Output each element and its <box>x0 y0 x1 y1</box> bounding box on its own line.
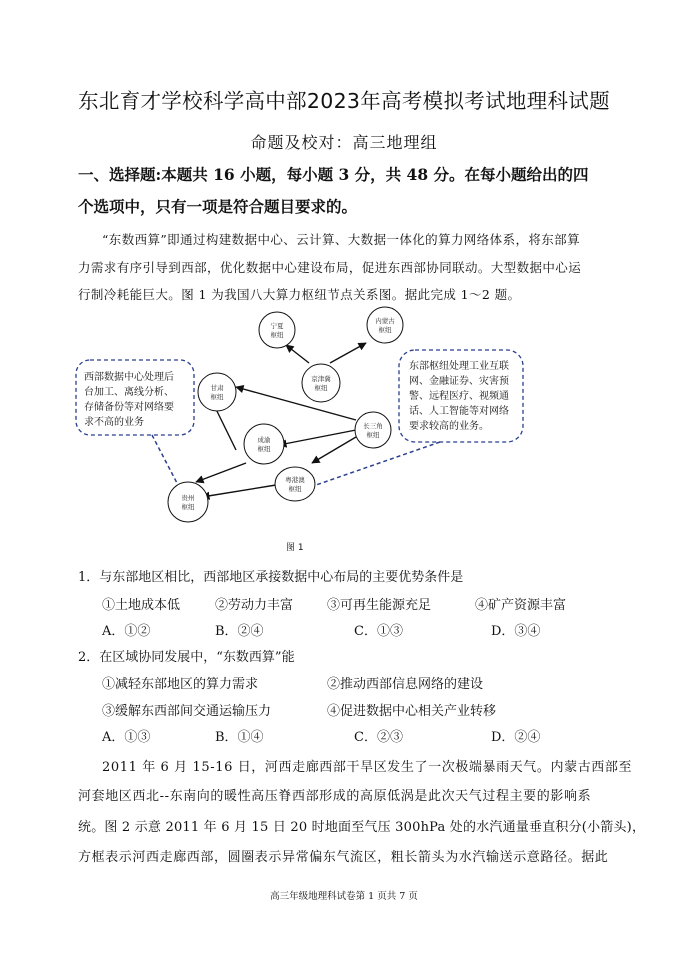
passage2-line2: 河套地区西北--东南向的暖性高压脊西部形成的高原低涡是此次天气过程主要的影响系 <box>78 789 592 804</box>
q2-item-2: ②推动西部信息网络的建设 <box>327 677 484 692</box>
svg-text:京津冀: 京津冀 <box>311 375 331 383</box>
svg-text:粤港澳: 粤港澳 <box>285 476 305 484</box>
passage2-line3: 统。图 2 示意 2011 年 6 月 15 日 20 时地面至气压 300hPa 处的水汽通量垂直积分(小箭头)， <box>78 820 646 835</box>
node-guizhou <box>168 482 208 522</box>
q2-item-4: ④促进数据中心相关产业转移 <box>327 704 497 719</box>
intro-line2: 力需求有序引导到西部，优化数据中心建设布局，促进东西部协同联动。大型数据中心运 <box>78 260 582 275</box>
q1-item-4: ④矿产资源丰富 <box>475 598 567 613</box>
east-connector-line <box>316 442 440 485</box>
node-yuegangao <box>275 467 315 501</box>
svg-text:台加工、离线分析、: 台加工、离线分析、 <box>84 387 174 398</box>
west-connector-line <box>152 435 178 485</box>
q2-item-3: ③缓解东西部间交通运输压力 <box>102 704 272 719</box>
node-gansu <box>198 373 236 411</box>
figure1-caption: 图 1 <box>286 543 304 553</box>
section-heading-line1: 一、选择题:本题共 16 小题，每小题 3 分，共 48 分。在每小题给出的四 <box>78 165 589 184</box>
svg-text:贵州: 贵州 <box>181 494 195 502</box>
node-ningxia <box>259 312 295 348</box>
svg-text:枢纽: 枢纽 <box>366 431 380 439</box>
node-neimenggu <box>367 307 403 343</box>
passage2-line4: 方框表示河西走廊西部，圆圈表示异常偏东气流区，粗长箭头为水汽输送示意路径。据此 <box>78 850 609 865</box>
section-heading-line2: 个选项中，只有一项是符合题目要求的。 <box>78 197 358 216</box>
q1-stem: 1．与东部地区相比，西部地区承接数据中心布局的主要优势条件是 <box>78 570 464 585</box>
west-callout-box <box>76 360 194 435</box>
q1-item-1: ①土地成本低 <box>102 598 181 613</box>
svg-text:枢纽: 枢纽 <box>210 393 224 401</box>
q1-item-2: ②劳动力丰富 <box>215 598 294 613</box>
svg-text:成渝: 成渝 <box>257 436 271 444</box>
q2-choice-a[interactable]: A．①③ <box>102 730 151 745</box>
q2-choice-b[interactable]: B．①④ <box>215 730 264 745</box>
svg-text:求不高的业务: 求不高的业务 <box>84 417 144 428</box>
svg-text:枢纽: 枢纽 <box>288 485 302 493</box>
exam-title: 东北育才学校科学高中部2023年高考模拟考试地理科试题 <box>78 89 610 113</box>
svg-text:枢纽: 枢纽 <box>181 503 195 511</box>
passage2-line1: 2011 年 6 月 15-16 日，河西走廊西部干旱区发生了一次极端暴雨天气。内蒙古西部至 <box>102 760 633 775</box>
svg-text:西部数据中心处理后: 西部数据中心处理后 <box>84 372 174 383</box>
svg-text:警、远程医疗、视频通: 警、远程医疗、视频通 <box>409 391 509 402</box>
node-chengyu <box>244 424 284 464</box>
svg-text:长三角: 长三角 <box>363 422 383 430</box>
svg-text:网、金融证券、灾害预: 网、金融证券、灾害预 <box>409 376 509 387</box>
svg-text:枢纽: 枢纽 <box>270 331 284 339</box>
svg-text:枢纽: 枢纽 <box>314 384 328 392</box>
q1-choice-c[interactable]: C．①③ <box>354 624 403 639</box>
exam-subtitle: 命题及校对：高三地理组 <box>250 133 438 152</box>
q1-item-3: ③可再生能源充足 <box>327 598 432 613</box>
svg-text:枢纽: 枢纽 <box>378 326 392 334</box>
q1-choice-d[interactable]: D．③④ <box>491 624 541 639</box>
figure1-diagram <box>74 305 554 535</box>
q1-choice-b[interactable]: B．②④ <box>215 624 264 639</box>
svg-text:话、人工智能等对网络: 话、人工智能等对网络 <box>409 406 509 417</box>
svg-text:要求较高的业务。: 要求较高的业务。 <box>409 421 489 432</box>
svg-text:甘肃: 甘肃 <box>210 384 224 392</box>
svg-text:东部枢纽处理工业互联: 东部枢纽处理工业互联 <box>409 361 509 372</box>
q2-stem: 2．在区域协同发展中，“东数西算”能 <box>78 650 295 665</box>
q2-item-1: ①减轻东部地区的算力需求 <box>102 677 259 692</box>
q2-choice-c[interactable]: C．②③ <box>354 730 403 745</box>
east-callout-box <box>399 350 523 442</box>
svg-text:枢纽: 枢纽 <box>257 445 271 453</box>
intro-line1: “东数西算”即通过构建数据中心、云计算、大数据一体化的算力网络体系，将东部算 <box>102 232 580 247</box>
page-footer: 高三年级地理科试卷第 1 页共 7 页 <box>270 891 418 902</box>
svg-text:宁夏: 宁夏 <box>270 322 284 330</box>
intro-line3: 行制冷耗能巨大。图 1 为我国八大算力枢纽节点关系图。据此完成 1～2 题。 <box>78 287 521 302</box>
q1-choice-a[interactable]: A．①② <box>102 624 151 639</box>
node-changsanjiao <box>355 412 391 448</box>
node-jingjinji <box>302 364 340 402</box>
svg-text:存储备份等对网络要: 存储备份等对网络要 <box>84 402 174 413</box>
svg-text:内蒙古: 内蒙古 <box>375 317 395 325</box>
q2-choice-d[interactable]: D．②④ <box>491 730 541 745</box>
